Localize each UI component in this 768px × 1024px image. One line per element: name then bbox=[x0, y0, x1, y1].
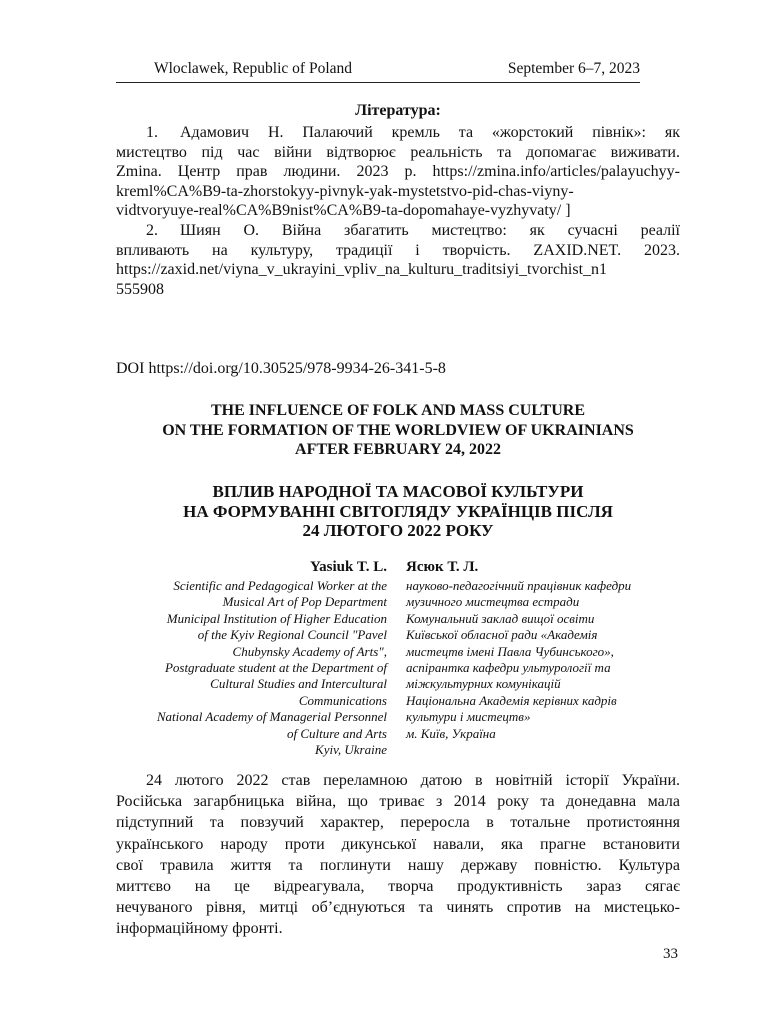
body-line: миттєво на це відреагувала, творча продуктивність зараз сягає bbox=[116, 878, 680, 896]
body-paragraph bbox=[116, 770, 680, 940]
affiliation-line: Scientific and Pedagogical Worker at the bbox=[173, 578, 387, 593]
running-header bbox=[116, 58, 640, 83]
affiliation-line: музичного мистецтва естради bbox=[406, 594, 580, 610]
author-affiliation-ukrainian bbox=[406, 558, 680, 742]
page-number: 33 bbox=[663, 946, 678, 962]
body-line: свої травила життя та поглинути нашу державу повністю. Культура bbox=[116, 856, 680, 874]
author-affiliation-english bbox=[116, 558, 387, 758]
affiliation-line: of Culture and Arts bbox=[286, 725, 387, 741]
reference-line: Адамович Н. Палаючий кремль та «жорстокий півнік»: як bbox=[180, 124, 680, 141]
body-line: Російська загарбницька війна, що триває з 2014 року та донедавна мала bbox=[116, 793, 680, 811]
affiliation-line: науково-педагогічний працівник кафедри bbox=[406, 578, 632, 593]
body-line: нечуваного рівня, митці об’єднуються та чинять спротив на мистецько- bbox=[116, 899, 680, 917]
title-line: НА ФОРМУВАННІ СВІТОГЛЯДУ УКРАЇНЦІВ ПІСЛЯ bbox=[183, 501, 613, 521]
body-line: підступний та повзучий характер, переросла в тотальне протистояння bbox=[116, 814, 680, 832]
reference-item bbox=[116, 123, 680, 221]
reference-line: Zmina. Центр прав людини. 2023 р. https://zmina.info/articles/palayuchyy- bbox=[116, 163, 680, 180]
affiliation-line: Communications bbox=[298, 692, 387, 708]
reference-line: https://zaxid.net/viyna_v_ukrayini_vpliv_na_kulturu_traditsiyi_tvorchist_n1 bbox=[116, 261, 608, 278]
affiliation-line: мистецтв імені Павла Чубинського», bbox=[406, 643, 614, 659]
affiliation-line: Musical Art of Pop Department bbox=[222, 594, 387, 610]
body-line: українського народу проти дикунської навали, яка прагне встановити bbox=[116, 835, 680, 853]
affiliation-line: National Academy of Managerial Personnel bbox=[156, 709, 387, 725]
references-title: Література: bbox=[355, 102, 441, 119]
reference-line: vidtvoryuye-real%CA%B9nist%CA%B9-ta-dopomahaye-vyzhyvaty/ ] bbox=[116, 202, 571, 219]
reference-line: 555908 bbox=[116, 280, 164, 298]
reference-item bbox=[116, 221, 680, 299]
affiliation-line: культури і мистецтв» bbox=[406, 709, 531, 725]
title-line: ВПЛИВ НАРОДНОЇ ТА МАСОВОЇ КУЛЬТУРИ bbox=[212, 482, 584, 501]
header-date: September 6–7, 2023 bbox=[507, 60, 640, 77]
reference-number: 2. bbox=[146, 222, 158, 239]
author-name: Ясюк Т. Л. bbox=[406, 559, 479, 575]
affiliation-line: Chubynsky Academy of Arts", bbox=[232, 643, 387, 659]
affiliation-line: Національна Академія керівних кадрів bbox=[406, 692, 617, 708]
title-line: AFTER FEBRUARY 24, 2022 bbox=[295, 441, 501, 458]
doi-line: DOI https://doi.org/10.30525/978-9934-26-341-5-8 bbox=[116, 360, 446, 377]
title-line: ON THE FORMATION OF THE WORLDVIEW OF UKRAINIANS bbox=[162, 421, 634, 439]
affiliation-line: Комунальний заклад вищої освіти bbox=[406, 610, 595, 626]
reference-line: мистецтво під час війни відтворює реальність та допомагає виживати. bbox=[116, 143, 680, 161]
author-name: Yasiuk T. L. bbox=[310, 559, 387, 575]
reference-line: kreml%CA%B9-ta-zhorstokyy-pivnyk-yak-mystetstvo-pid-chas-viyny- bbox=[116, 182, 574, 200]
affiliation-line: аспірантка кафедри ультурології та bbox=[406, 660, 611, 676]
affiliation-line: міжкультурних комунікацій bbox=[406, 676, 561, 692]
article-title-english bbox=[116, 401, 680, 460]
body-line: інформаційному фронті. bbox=[116, 920, 283, 938]
header-location: Wloclawek, Republic of Poland bbox=[154, 60, 353, 77]
article-title-ukrainian bbox=[116, 482, 680, 541]
affiliation-line: Cultural Studies and Intercultural bbox=[210, 676, 387, 692]
reference-line: впливають на культуру, традиції і творчість. ZAXID.NET. 2023. bbox=[116, 241, 680, 259]
affiliation-line: Київської обласної ради «Академія bbox=[406, 627, 598, 643]
body-line: 24 лютого 2022 став переламною датою в новітній історії України. bbox=[146, 772, 680, 789]
affiliation-line: Kyiv, Ukraine bbox=[315, 742, 387, 758]
affiliation-line: Postgraduate student at the Department of bbox=[164, 660, 387, 676]
reference-number: 1. bbox=[146, 124, 158, 141]
affiliation-line: of the Kyiv Regional Council "Pavel bbox=[197, 627, 387, 643]
title-line: THE INFLUENCE OF FOLK AND MASS CULTURE bbox=[211, 402, 585, 419]
affiliation-line: Municipal Institution of Higher Education bbox=[166, 610, 387, 626]
title-line: 24 ЛЮТОГО 2022 РОКУ bbox=[302, 521, 494, 540]
affiliation-line: м. Київ, Україна bbox=[406, 725, 496, 741]
reference-line: Шиян О. Війна збагатить мистецтво: як сучасні реалії bbox=[180, 222, 680, 239]
